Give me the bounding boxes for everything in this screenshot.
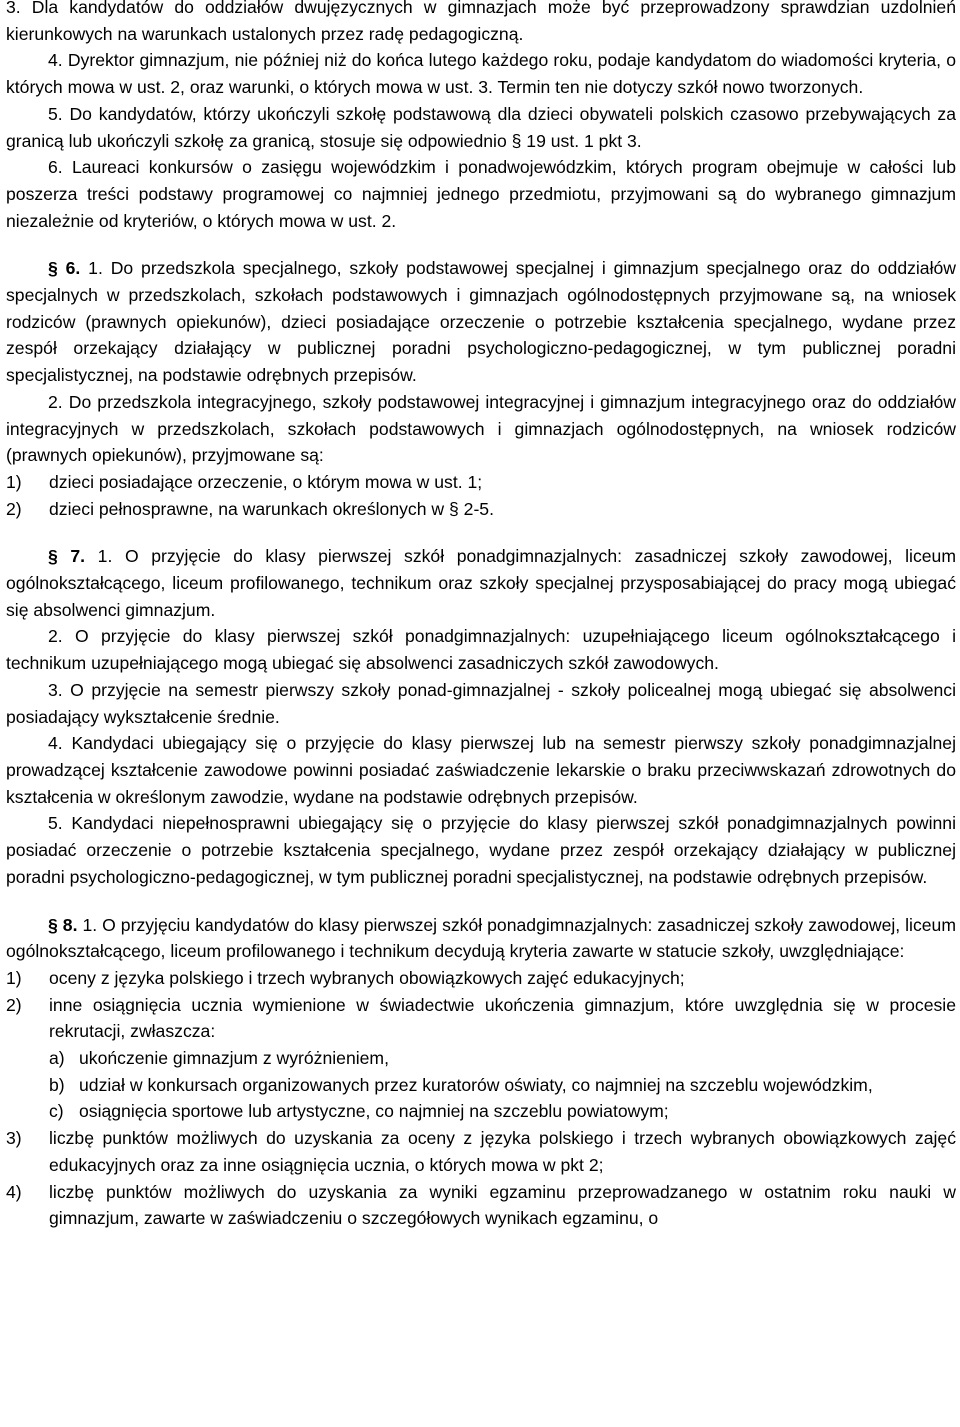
- list-item-label: 1): [6, 967, 22, 988]
- list-item-label: 1): [6, 471, 22, 492]
- section-8-number: § 8.: [48, 914, 78, 935]
- section-7-paragraph-3: 3. O przyjęcie na semestr pierwszy szkoły ponad-gimnazjalnej - szkoły policealnej mogą ubiegać się absolwenci posiadający wykształcenie średnie.: [6, 679, 956, 727]
- list-item-label: 2): [6, 994, 22, 1015]
- paragraph-5-4: 4. Dyrektor gimnazjum, nie później niż do końca lutego każdego roku, podaje kandydatom do wiadomości kryteria, o których mowa w ust. 2, oraz warunki, o których mowa w ust. 3. Termin ten nie dotyczy szkół nowo tworzonych.: [6, 50, 956, 98]
- list-item-text: liczbę punktów możliwych do uzyskania za wyniki egzaminu przeprowadzanego w ostatnim roku nauki w gimnazjum, zawarte w zaświadczeniu o szczegółowych wynikach egzaminu, o: [49, 1181, 956, 1229]
- sub-list-item-text: udział w konkursach organizowanych przez kuratorów oświaty, co najmniej na szczeblu wojewódzkim,: [79, 1074, 873, 1095]
- section-7-paragraph-1: [6, 543, 956, 623]
- list-item: [6, 992, 956, 1045]
- section-8-paragraph-1: [6, 912, 956, 965]
- list-item-text: inne osiągnięcia ucznia wymienione w świadectwie ukończenia gimnazjum, które uwzględnia się w procesie rekrutacji, zwłaszcza:: [49, 994, 956, 1042]
- list-item: [6, 965, 956, 992]
- section-7-paragraph-1-text: 1. O przyjęcie do klasy pierwszej szkół ponadgimnazjalnych: zasadniczej szkoły zawodowej, liceum ogólnokształcącego, liceum profilowanego, technikum oraz szkoły specjalnej przysposabiającej do pracy mogą ubiegać się absolwenci gimnazjum.: [6, 546, 956, 620]
- sub-list-item-text: osiągnięcia sportowe lub artystyczne, co najmniej na szczeblu powiatowym;: [79, 1101, 669, 1122]
- list-item-label: 3): [6, 1128, 22, 1149]
- sub-list-item: [49, 1098, 956, 1125]
- section-8-paragraph-1-text: 1. O przyjęciu kandydatów do klasy pierwszej szkół ponadgimnazjalnych: zasadniczej szkoły zawodowej, liceum ogólnokształcącego, liceum profilowanego i technikum decydują kryteria zawarte w statucie szkoły, uwzględniające:: [6, 914, 956, 962]
- sub-list-item: [49, 1072, 956, 1099]
- section-gap: [6, 522, 956, 543]
- section-gap: [6, 234, 956, 255]
- list-item: [6, 1179, 956, 1232]
- section-6-paragraph-1-text: 1. Do przedszkola specjalnego, szkoły podstawowej specjalnej i gimnazjum specjalnego oraz do oddziałów specjalnych w przedszkolach, szkołach podstawowych i gimnazjach ogólnodostępnych przyjmowane są, na wniosek rodziców (prawnych opiekunów), dzieci posiadające orzeczenie o potrzebie kształcenia specjalnego, wydane przez zespół orzekający działający w publicznej poradni psychologiczno-pedagogicznej, w tym publicznej poradni specjalistycznej, na podstawie odrębnych przepisów.: [6, 258, 956, 386]
- sub-list-item-label: a): [49, 1048, 65, 1069]
- sub-list-item: [49, 1045, 956, 1072]
- sub-list-item-label: b): [49, 1074, 65, 1095]
- list-item-text: oceny z języka polskiego i trzech wybranych obowiązkowych zajęć edukacyjnych;: [49, 967, 685, 988]
- section-gap: [6, 891, 956, 912]
- section-7-paragraph-2: 2. O przyjęcie do klasy pierwszej szkół ponadgimnazjalnych: uzupełniającego liceum ogólnokształcącego i technikum uzupełniającego mogą ubiegać się absolwenci zasadniczych szkół zawodowych.: [6, 626, 956, 674]
- sub-list-item-label: c): [49, 1101, 64, 1122]
- list-item-label: 2): [6, 498, 22, 519]
- paragraph-5-3: 3. Dla kandydatów do oddziałów dwujęzycznych w gimnazjach może być przeprowadzony sprawdzian uzdolnień kierunkowych na warunkach ustalonych przez radę pedagogiczną.: [6, 0, 956, 44]
- list-item-text: liczbę punktów możliwych do uzyskania za oceny z języka polskiego i trzech wybranych obowiązkowych zajęć edukacyjnych oraz za inne osiągnięcia ucznia, o których mowa w pkt 2;: [49, 1128, 956, 1175]
- section-7-paragraph-4: 4. Kandydaci ubiegający się o przyjęcie do klasy pierwszej lub na semestr pierwszy szkoły ponadgimnazjalnej prowadzącej kształcenie zawodowe powinni posiadać zaświadczenie lekarskie o braku przeciwwskazań zdrowotnych do kształcenia w określonym zawodzie, wydane na podstawie odrębnych przepisów.: [6, 733, 956, 807]
- sub-list-item-text: ukończenie gimnazjum z wyróżnieniem,: [79, 1048, 389, 1069]
- section-6-paragraph-2: 2. Do przedszkola integracyjnego, szkoły podstawowej integracyjnej i gimnazjum integracyjnego oraz do oddziałów integracyjnych w przedszkolach, szkołach podstawowych i gimnazjach ogólnodostępnych, na wniosek rodziców (prawnych opiekunów), przyjmowane są:: [6, 391, 956, 466]
- document-page: [6, 0, 956, 1232]
- paragraph-5-5: 5. Do kandydatów, którzy ukończyli szkołę podstawową dla dzieci obywateli polskich czasowo przebywających za granicą lub ukończyli szkołę za granicą, stosuje się odpowiednio § 19 ust. 1 pkt 3.: [6, 103, 956, 151]
- section-6-paragraph-1: [6, 255, 956, 389]
- list-item-text: dzieci posiadające orzeczenie, o którym mowa w ust. 1;: [49, 471, 483, 492]
- paragraph-5-6: 6. Laureaci konkursów o zasięgu wojewódzkim i ponadwojewódzkim, których program obejmuje w całości lub poszerza treści podstawy programowej co najmniej jednego przedmiotu, przyjmowani są do wybranego gimnazjum niezależnie od kryteriów, o których mowa w ust. 2.: [6, 157, 956, 231]
- list-item-label: 4): [6, 1181, 22, 1202]
- list-item: [6, 469, 956, 496]
- list-item: [6, 1125, 956, 1178]
- list-item: [6, 496, 956, 523]
- section-7-paragraph-5: 5. Kandydaci niepełnosprawni ubiegający się o przyjęcie do klasy pierwszej szkół ponadgimnazjalnych powinni posiadać orzeczenie o potrzebie kształcenia specjalnego, wydane przez zespół orzekający działający w publicznej poradni psychologiczno-pedagogicznej, w tym publicznej poradni specjalistycznej, na podstawie odrębnych przepisów.: [6, 813, 956, 887]
- section-6-number: § 6.: [48, 258, 81, 279]
- section-7-number: § 7.: [48, 546, 86, 567]
- list-item-text: dzieci pełnosprawne, na warunkach określonych w § 2-5.: [49, 498, 494, 519]
